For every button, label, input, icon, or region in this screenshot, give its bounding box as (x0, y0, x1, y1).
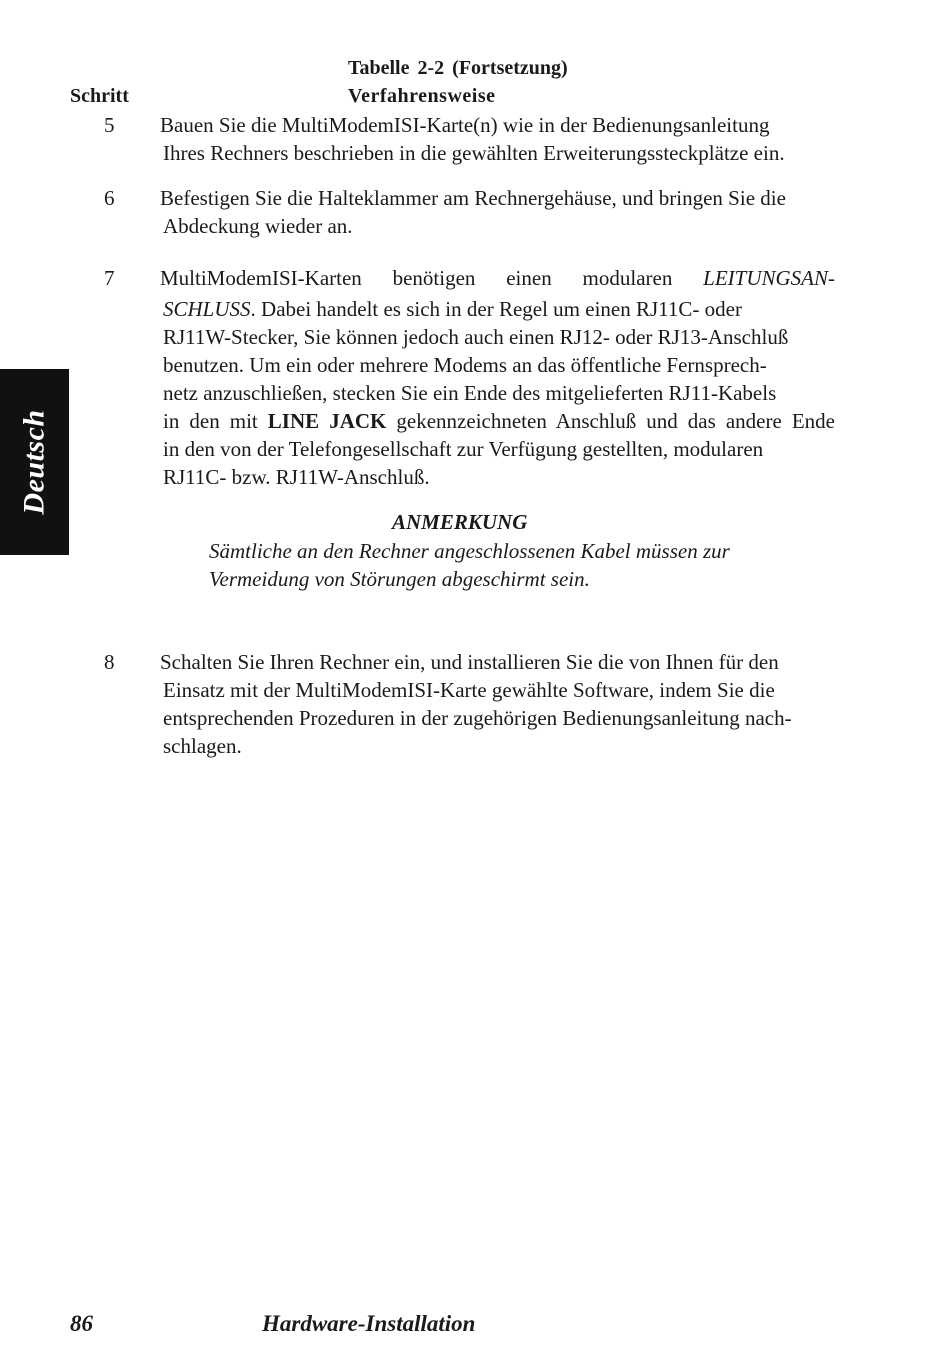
step-number: 6 (104, 186, 115, 210)
step-text-line: netz anzuschließen, stecken Sie ein Ende des mitgelieferten RJ11-Kabels (163, 381, 777, 405)
language-side-tab-label: Deutsch (17, 409, 51, 515)
step-text-emphasis: LEITUNGSAN- (703, 266, 835, 290)
column-header-step: Schritt (70, 85, 129, 107)
step-text-line: Einsatz mit der MultiModemISI-Karte gewählte Software, indem Sie die (163, 678, 775, 702)
step-text-line: Befestigen Sie die Halteklammer am Rechnergehäuse, und bringen Sie die (160, 186, 786, 210)
step-text-segment: . Dabei handelt es sich in der Regel um einen RJ11C- oder (250, 297, 742, 321)
step-text-line: RJ11W-Stecker, Sie können jedoch auch einen RJ12- oder RJ13-Anschluß (163, 325, 789, 349)
note-text-line: Vermeidung von Störungen abgeschirmt sein. (209, 567, 590, 591)
column-header-procedure: Verfahrensweise (348, 85, 496, 107)
step-text-segment: in den mit (163, 409, 258, 433)
step-number: 5 (104, 113, 115, 137)
step-text-line: schlagen. (163, 734, 242, 758)
language-side-tab (0, 369, 69, 555)
step-text-line (163, 297, 835, 322)
table-title: Tabelle 2-2 (Fortsetzung) (348, 57, 568, 79)
step-text-strong: LINE JACK (267, 409, 387, 433)
step-text-line: Abdeckung wieder an. (163, 214, 353, 238)
step-text-line: entsprechenden Prozeduren in der zugehörigen Bedienungsanleitung nach- (163, 706, 792, 730)
step-text-line (160, 266, 835, 291)
step-text-line: Bauen Sie die MultiModemISI-Karte(n) wie in der Bedienungsanleitung (160, 113, 770, 137)
step-number: 8 (104, 650, 115, 674)
step-text-line: RJ11C- bzw. RJ11W-Anschluß. (163, 465, 430, 489)
step-text-segment: gekennzeichneten Anschluß und das andere Ende (396, 409, 835, 433)
step-text-line: Ihres Rechners beschrieben in die gewählten Erweiterungssteckplätze ein. (163, 141, 785, 165)
step-text-line: Schalten Sie Ihren Rechner ein, und installieren Sie die von Ihnen für den (160, 650, 779, 674)
page-number: 86 (70, 1311, 93, 1336)
footer-section-title: Hardware-Installation (262, 1311, 476, 1336)
step-text-line: benutzen. Um ein oder mehrere Modems an das öffentliche Fernsprech- (163, 353, 767, 377)
step-text-segment: MultiModemISI-Karten benötigen einen modularen (160, 266, 673, 290)
step-number: 7 (104, 266, 115, 290)
step-text-emphasis: SCHLUSS (163, 297, 251, 321)
step-text-line (163, 409, 835, 434)
note-title: ANMERKUNG (392, 510, 528, 534)
note-text-line: Sämtliche an den Rechner angeschlossenen Kabel müssen zur (209, 539, 730, 563)
step-text-line: in den von der Telefongesellschaft zur Verfügung gestellten, modularen (163, 437, 764, 461)
